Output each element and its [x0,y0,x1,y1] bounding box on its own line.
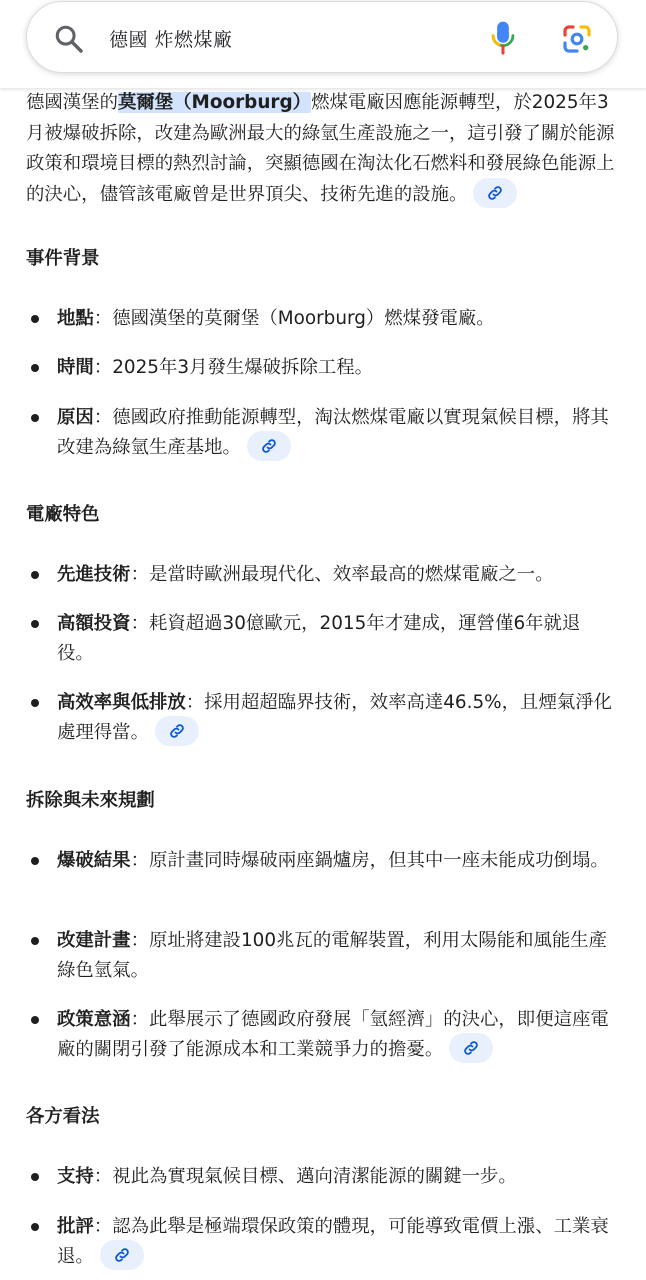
intro-text-after: 燃煤電廠因應能源轉型，於2025年3月被爆破拆除，改建為歐洲最大的綠氫生產設施之一，這引發了關於能源政策和環境目標的熱烈討論，突顯德國在淘汰化石燃料和發展綠色能源上的決心，儘管該電廠曾是世界頂尖、技術先進的設施。 [26,92,615,205]
item-label: 支持 [57,1166,94,1187]
item-text: 德國漢堡的莫爾堡（Moorburg）燃煤發電廠。 [112,308,495,329]
item-label: 原因 [57,407,94,428]
bullet-dot [31,620,39,628]
item-text: 認為此舉是極端環保政策的體現，可能導致電價上漲、工業衰退。 [57,1216,609,1267]
bullet-dot [31,1173,39,1181]
section-heading: 拆除與未來規劃 [26,790,155,811]
bullet-dot [31,857,39,865]
intro-text-before: 德國漢堡的 [26,92,118,113]
link-icon [168,722,186,740]
item-text: 耗資超過30億歐元，2015年才建成，運營僅6年就退役。 [57,613,581,664]
link-icon [462,1039,480,1057]
bullet-dot [31,571,39,579]
item-label: 政策意涵 [57,1009,131,1030]
source-link-chip[interactable] [155,716,199,746]
link-icon [260,437,278,455]
bullet-dot [31,414,39,422]
bullet-dot [31,1223,39,1231]
bullet-dot [31,1016,39,1024]
item-label: 高效率與低排放 [57,692,186,713]
item-text: 此舉展示了德國政府發展「氫經濟」的決心，即便這座電廠的關閉引發了能源成本和工業競爭力的擔憂。 [57,1009,609,1060]
source-link-chip[interactable] [100,1240,144,1270]
search-bar[interactable] [26,1,618,73]
item-label: 先進技術 [57,564,131,585]
bullet-dot [31,364,39,372]
search-input[interactable]: 德國 炸燃煤廠 [109,29,233,51]
link-icon [486,184,504,202]
item-text: 原址將建設100兆瓦的電解裝置，利用太陽能和風能生產綠色氫氣。 [57,930,608,981]
search-header [0,0,646,88]
item-label: 爆破結果 [57,850,131,871]
highlighted-entity[interactable]: 莫爾堡（Moorburg） [117,92,312,113]
google-lens-icon[interactable] [561,23,593,55]
item-text: 採用超超臨界技術，效率高達46.5%，且煙氣淨化處理得當。 [57,692,613,743]
source-link-chip[interactable] [473,178,517,208]
microphone-icon[interactable] [489,19,517,57]
search-icon[interactable] [53,23,85,55]
source-link-chip[interactable] [247,431,291,461]
item-text: 2025年3月發生爆破拆除工程。 [112,357,374,378]
item-label: 時間 [57,357,94,378]
item-text: 視此為實現氣候目標、邁向清潔能源的關鍵一步。 [112,1166,517,1187]
bullet-dot [31,937,39,945]
item-text: 德國政府推動能源轉型，淘汰燃煤電廠以實現氣候目標，將其改建為綠氫生產基地。 [57,407,609,458]
item-label: 高額投資 [57,613,131,634]
item-label: 改建計畫 [57,930,131,951]
source-link-chip[interactable] [449,1033,493,1063]
item-text: 是當時歐洲最現代化、效率最高的燃煤電廠之一。 [148,564,554,585]
bullet-dot [31,699,39,707]
link-icon [113,1246,131,1264]
item-label: 地點 [57,308,94,329]
item-text: 原計畫同時爆破兩座鍋爐房，但其中一座未能成功倒塌。 [148,850,609,871]
section-heading: 各方看法 [26,1106,100,1127]
section-heading: 電廠特色 [26,504,100,525]
intro-paragraph [26,88,622,210]
item-label: 批評 [57,1216,94,1237]
section-heading: 事件背景 [26,248,100,269]
bullet-dot [31,315,39,323]
